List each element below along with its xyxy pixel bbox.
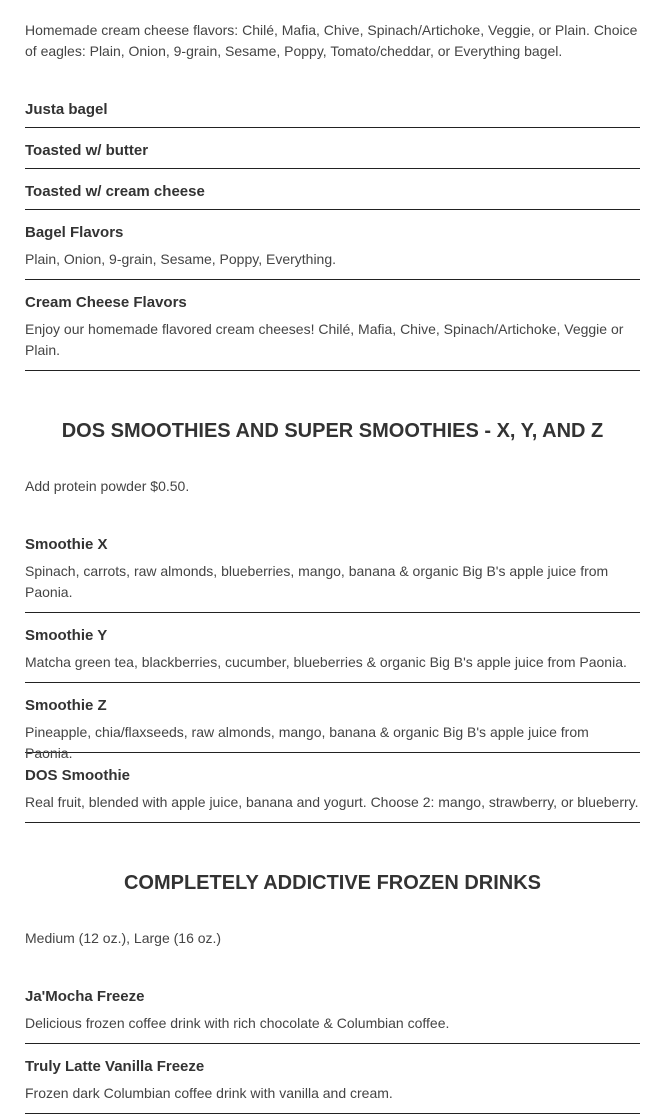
item-title: Cream Cheese Flavors	[25, 294, 187, 311]
item-title: Smoothie Z	[25, 697, 107, 714]
menu-item-smoothie-x	[25, 531, 640, 613]
menu-item-jamocha-freeze	[25, 983, 640, 1044]
item-title: Toasted w/ cream cheese	[25, 183, 205, 200]
item-title: Smoothie X	[25, 536, 108, 553]
item-title: Toasted w/ butter	[25, 142, 149, 159]
bagel-intro-text: Homemade cream cheese flavors: Chilé, Mafia, Chive, Spinach/Artichoke, Veggie, or Plain. Choice of eagles: Plain, Onion, 9-grain, Sesame, Poppy, Tomato/cheddar, or Everything bagel.	[25, 22, 638, 59]
item-title: Justa bagel	[25, 101, 108, 118]
menu-item-dos-smoothie	[25, 762, 640, 823]
item-description: Plain, Onion, 9-grain, Sesame, Poppy, Everything.	[25, 251, 337, 267]
menu-item-bagel-flavors	[25, 219, 640, 280]
item-title: Ja'Mocha Freeze	[25, 988, 145, 1005]
section-heading-frozen-drinks: COMPLETELY ADDICTIVE FROZEN DRINKS	[123, 872, 542, 894]
frozen-size-note: Medium (12 oz.), Large (16 oz.)	[25, 930, 222, 946]
item-description: Real fruit, blended with apple juice, banana and yogurt. Choose 2: mango, strawberry, or blueberry.	[25, 794, 639, 810]
menu-item-justa-bagel	[25, 96, 640, 128]
section-heading-smoothies: DOS SMOOTHIES AND SUPER SMOOTHIES - X, Y, AND Z	[61, 420, 604, 442]
menu-item-smoothie-y	[25, 622, 640, 683]
item-description: Frozen dark Columbian coffee drink with vanilla and cream.	[25, 1085, 393, 1101]
menu-item-toasted-cream-cheese	[25, 178, 640, 210]
item-description: Delicious frozen coffee drink with rich chocolate & Columbian coffee.	[25, 1015, 450, 1031]
item-title: Bagel Flavors	[25, 224, 124, 241]
item-title: Smoothie Y	[25, 627, 108, 644]
menu-item-smoothie-z	[25, 692, 640, 761]
item-description: Pineapple, chia/flaxseeds, raw almonds, mango, banana & organic Big B's apple juice from Paonia.	[25, 724, 589, 761]
smoothies-note: Add protein powder $0.50.	[25, 478, 190, 494]
item-description: Enjoy our homemade flavored cream cheeses! Chilé, Mafia, Chive, Spinach/Artichoke, Veggie or Plain.	[25, 321, 624, 358]
item-description: Spinach, carrots, raw almonds, blueberries, mango, banana & organic Big B's apple juice from Paonia.	[25, 563, 609, 600]
menu-item-truly-latte-vanilla-freeze	[25, 1053, 640, 1114]
menu-item-cream-cheese-flavors	[25, 289, 640, 371]
item-title: Truly Latte Vanilla Freeze	[25, 1058, 205, 1075]
item-title: DOS Smoothie	[25, 767, 131, 784]
item-description: Matcha green tea, blackberries, cucumber, blueberries & organic Big B's apple juice from Paonia.	[25, 654, 627, 670]
menu-item-toasted-butter	[25, 137, 640, 169]
